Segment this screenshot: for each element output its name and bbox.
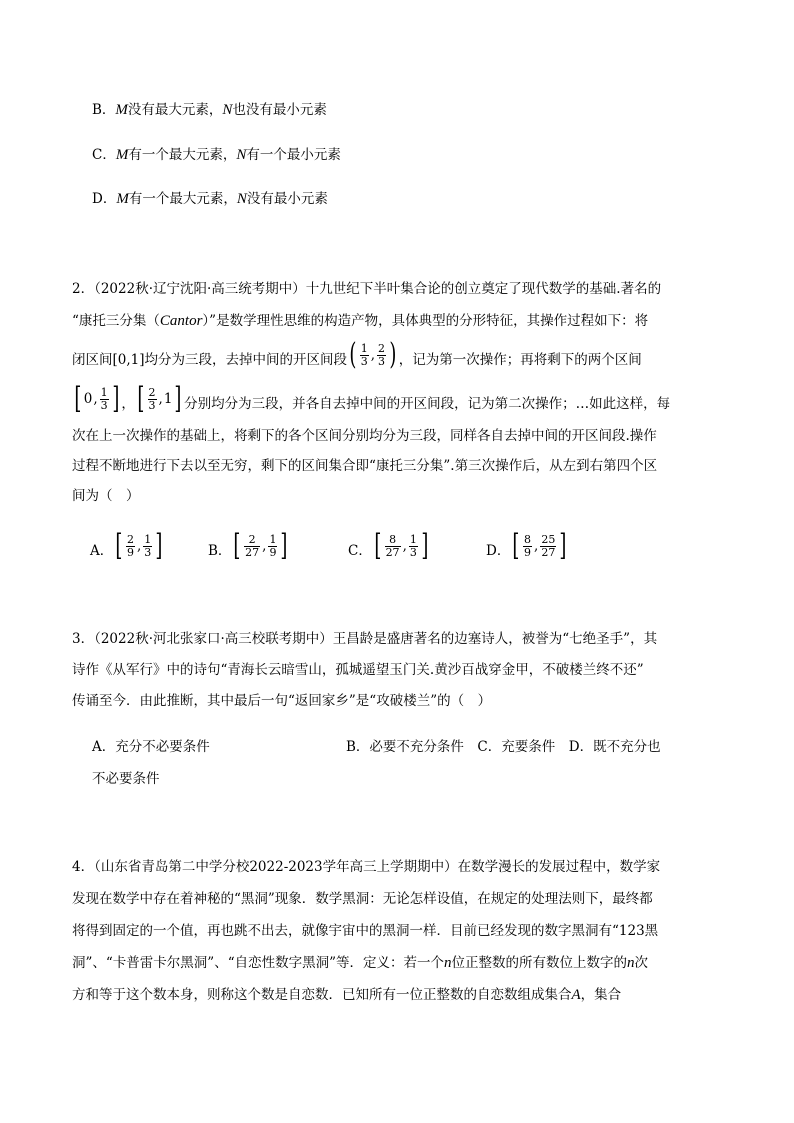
closed-interval-2: [ $\frac{2}{3}$ , 1 ] [137,381,182,416]
q2-line-3: 闭区间[0,1]均分为三段，去掉中间的开区间段 ( $\frac{1}{3}$ , $\frac{2}{3}$ ) ，记为第一次操作；再将剩下的两个区间 [72,337,642,372]
q2-option-c[interactable]: C． [ $\frac{8}{27}$ , $\frac{1}{3}$ ] [348,528,429,563]
q4-line-3: 将得到固定的一个值，再也跳不出去，就像宇宙中的黑洞一样．目前已经发现的数字黑洞有“123黑 [72,923,659,939]
q3-option-a[interactable]: A．充分不必要条件 [92,739,210,755]
q3-line-3: 传诵至今．由此推断，其中最后一句“返回家乡”是“攻破楼兰”的（ ） [72,693,492,709]
closed-interval-1: [ 0 , $\frac{1}{3}$ ] [74,381,119,416]
q1-option-d[interactable]: D．M有一个最大元素，N没有最小元素 [92,191,328,207]
open-interval: ( $\frac{1}{3}$ , $\frac{2}{3}$ ) [349,337,397,372]
q2-line-2: “康托三分集（Cantor）”是数学理性思维的构造产物，具体典型的分形特征，其操作过程如下：将 [72,313,649,329]
q4-line-1: 4．（山东省青岛第二中学分校2022-2023学年高三上学期期中）在数学漫长的发展过程中，数学家 [72,859,661,875]
q1-option-b[interactable]: B．M没有最大元素，N也没有最小元素 [92,102,327,118]
q2-line-6: 过程不断地进行下去以至无穷，剩下的区间集合即“康托三分集”.第三次操作后，从左到右第四个区 [72,458,658,474]
left-paren: ( [349,337,357,372]
q2-line-5: 次在上一次操作的基础上，将剩下的各个区间分别均分为三段，同样各自去掉中间的开区间段.操作 [72,428,657,444]
q2-option-a[interactable]: A． [ $\frac{2}{9}$ , $\frac{1}{3}$ ] [90,528,163,563]
q2-line-1: 2．（2022秋·辽宁沈阳·高三统考期中）十九世纪下半叶集合论的创立奠定了现代数学的基础.著名的 [72,281,662,297]
q3-option-d-cont: 不必要条件 [92,771,160,787]
q4-line-5: 方和等于这个数本身，则称这个数是自恋数．已知所有一位正整数的自恋数组成集合A，集合 [72,987,622,1003]
right-paren: ) [389,337,397,372]
q2-option-d[interactable]: D． [ $\frac{8}{9}$ , $\frac{25}{27}$ ] [486,528,567,563]
q2-option-b[interactable]: B． [ $\frac{2}{27}$ , $\frac{1}{9}$ ] [208,528,288,563]
q2-line-4: [ 0 , $\frac{1}{3}$ ] ， [ $\frac{2}{3}$ , 1 ] 分别均分为三段，并各自去掉中间的开区间段，记为第二次操作；…如此这样，每 [72,384,670,419]
q3-line-1: 3．（2022秋·河北张家口·高三校联考期中）王昌龄是盛唐著名的边塞诗人，被誉为“七绝圣手”，其 [72,631,658,647]
q3-line-2: 诗作《从军行》中的诗句“青海长云暗雪山，孤城遥望玉门关.黄沙百战穿金甲，不破楼兰终不还” [72,662,644,678]
q1-option-c[interactable]: C．M有一个最大元素，N有一个最小元素 [92,147,341,163]
q2-line-7: 间为（ ） [72,488,140,504]
q3-options-bcd[interactable]: B．必要不充分条件 C．充要条件 D．既不充分也 [346,739,661,755]
q4-line-2: 发现在数学中存在着神秘的“黑洞”现象．数学黑洞：无论怎样设值，在规定的处理法则下，最终都 [72,891,653,907]
q4-line-4: 洞”、“卡普雷卡尔黑洞”、“自恋性数字黑洞”等．定义：若一个n位正整数的所有数位上数字的n次 [72,955,649,971]
